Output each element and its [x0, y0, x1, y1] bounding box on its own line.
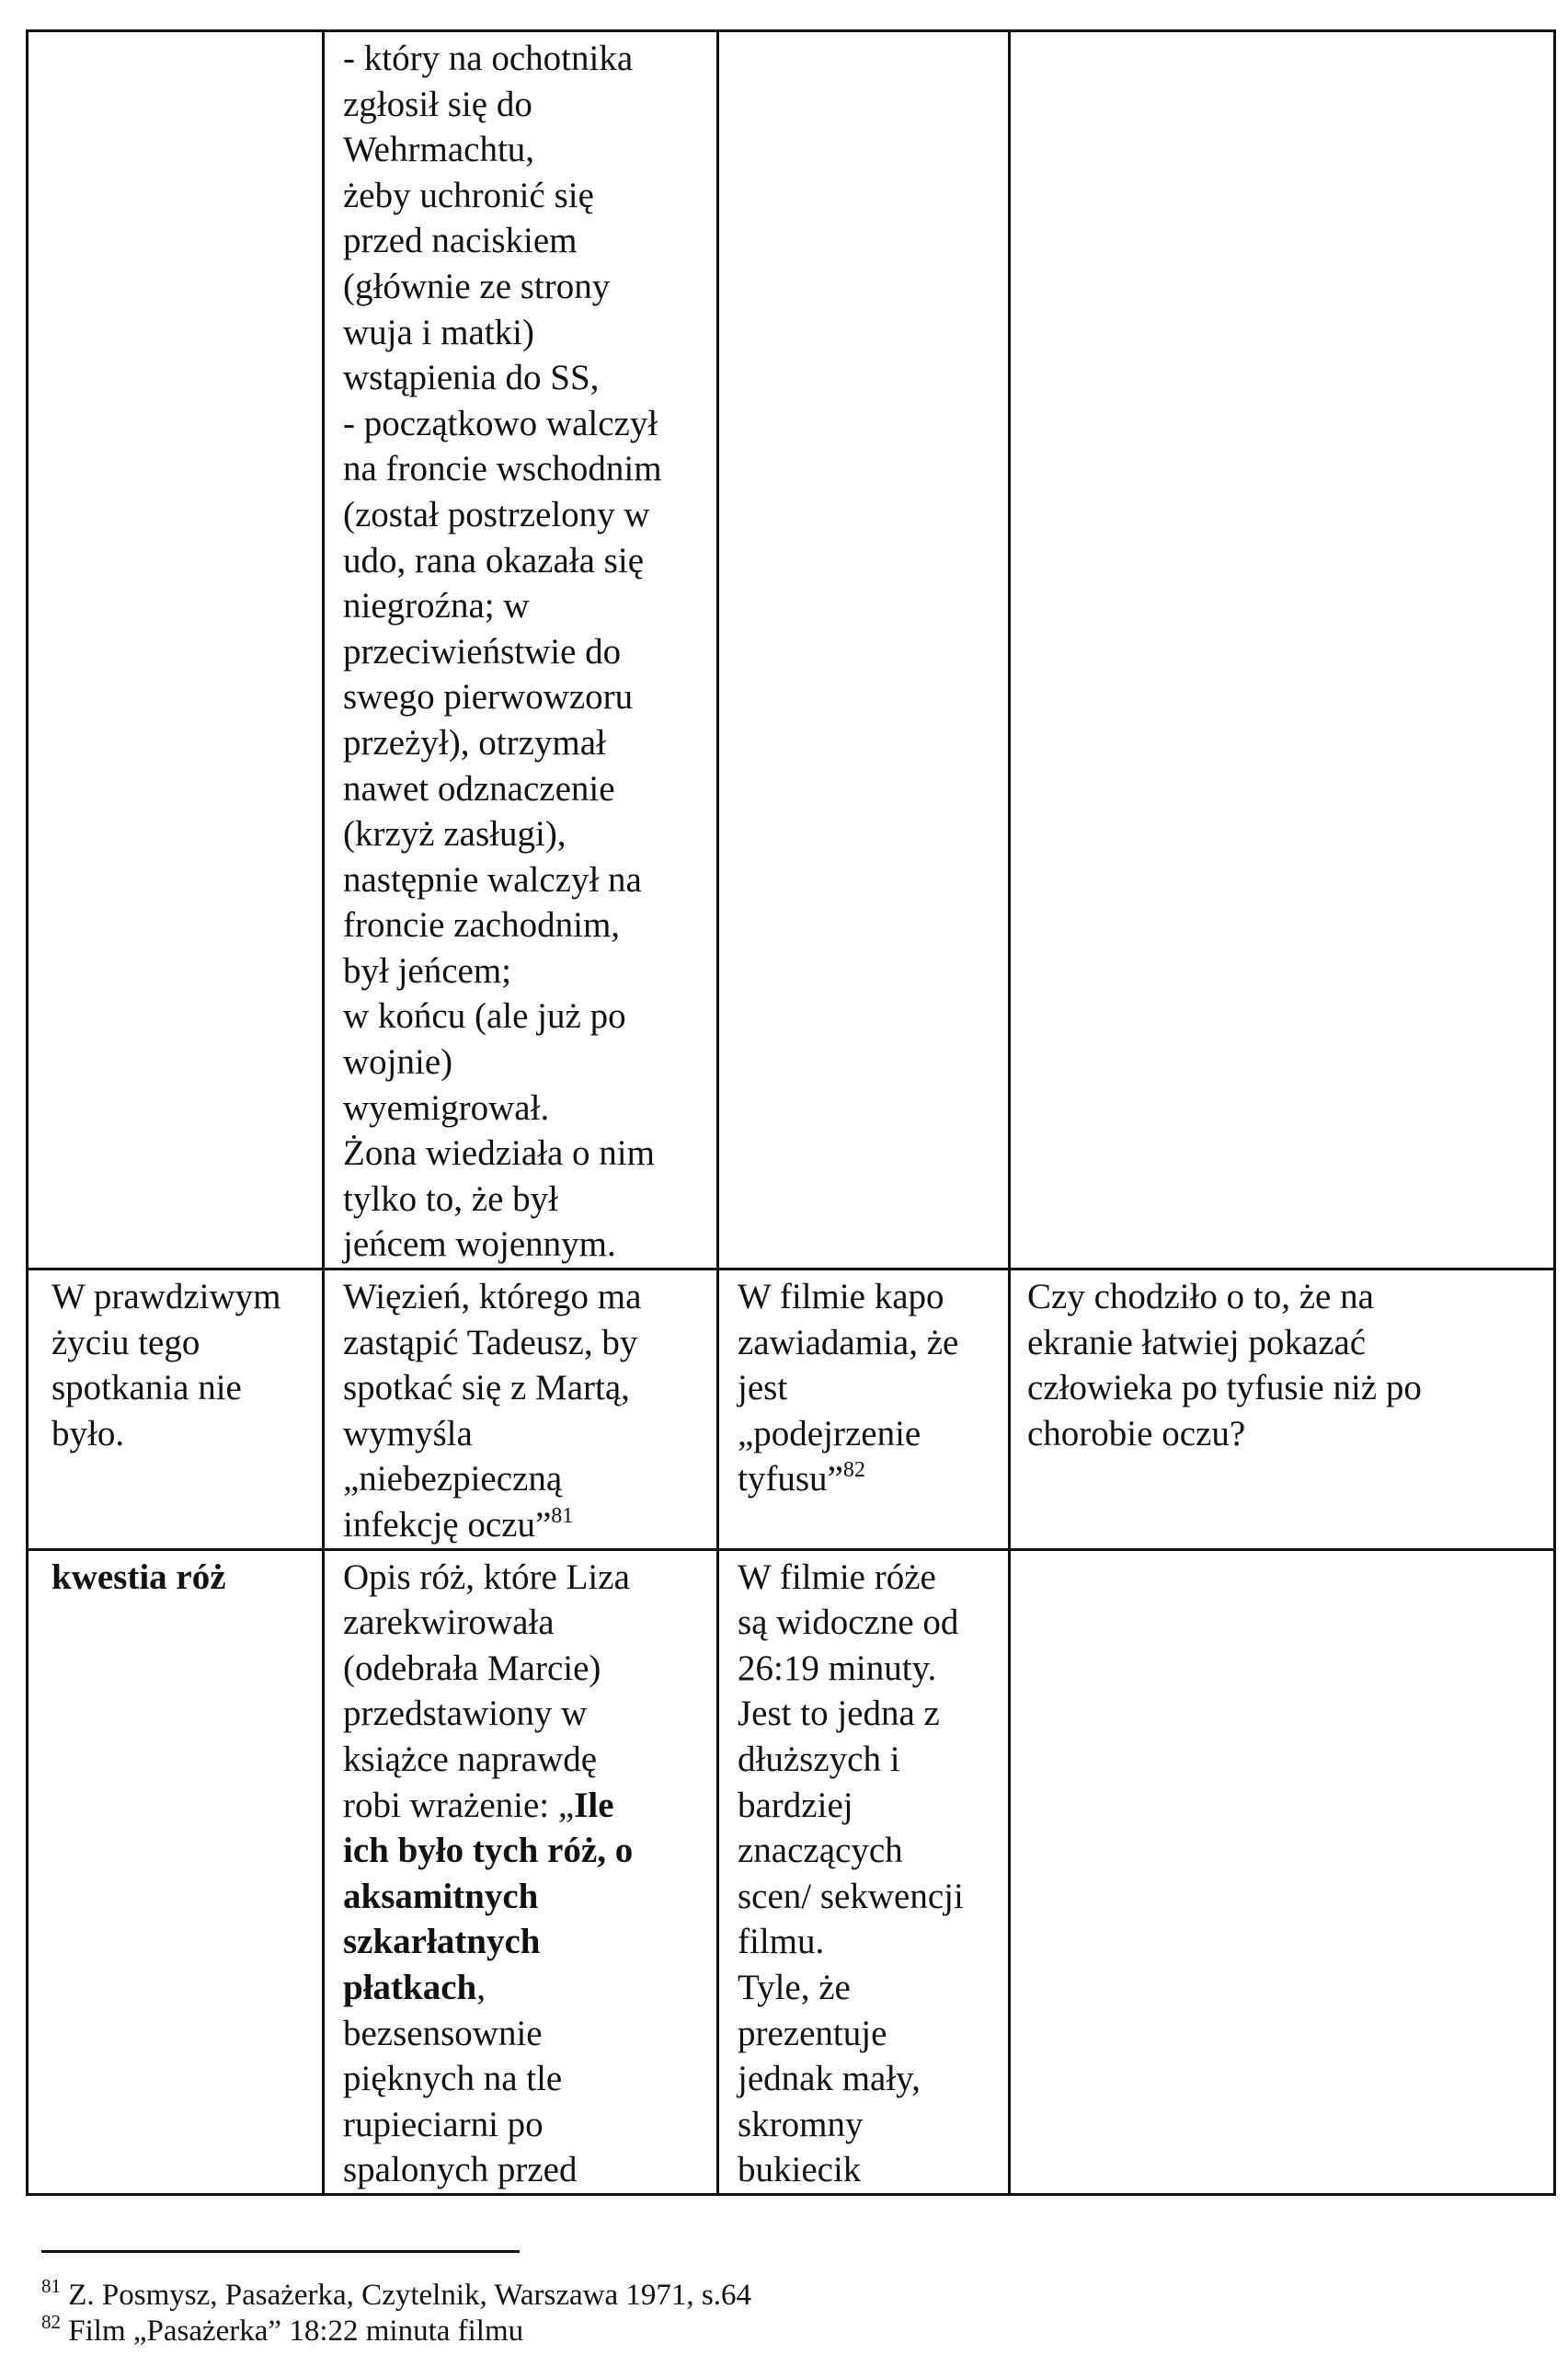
table-cell [1010, 1269, 1555, 1550]
text-line: znaczących [738, 1831, 903, 1871]
table-cell [28, 1549, 324, 2194]
text-line: „podejrzenie [738, 1413, 921, 1453]
text-line: zastąpić Tadeusz, by [343, 1322, 638, 1362]
text-line: skromny [738, 2104, 864, 2144]
text-line: płatkach, [343, 1967, 486, 2007]
text-line: przed naciskiem [343, 221, 578, 261]
text-line: są widoczne od [738, 1603, 959, 1643]
text-line: scen/ sekwencji [738, 1876, 964, 1916]
text-line: infekcję oczu” [343, 1505, 552, 1545]
text-line: froncie zachodnim, [343, 905, 621, 946]
footnote-ref-81[interactable]: 81 [551, 1504, 574, 1528]
table-cell [324, 1549, 718, 2194]
text-line: wstąpienia do SS, [343, 358, 600, 398]
table-cell [1010, 1549, 1555, 2194]
text-line: dłuższych i [738, 1739, 900, 1779]
text-line: filmu. [738, 1922, 825, 1962]
text-line: rupieciarni po [343, 2104, 544, 2144]
text-line: na froncie wschodnim [343, 449, 662, 489]
table-row [28, 1549, 1555, 2194]
text-line: spalonych przed [343, 2150, 578, 2190]
text-line: W filmie kapo [738, 1277, 944, 1317]
table-cell [718, 1269, 1010, 1550]
text-line: ich było tych róż, o [343, 1831, 634, 1871]
table-cell [324, 31, 718, 1269]
comparison-table [26, 29, 1556, 2196]
text-line: W prawdziwym [52, 1277, 281, 1317]
text-line: robi wrażenie: „Ile [343, 1785, 614, 1825]
text-line: bezsensownie [343, 2013, 543, 2053]
table-cell [718, 1549, 1010, 2194]
text-line: jest [738, 1368, 788, 1408]
text-line: - początkowo walczył [343, 403, 658, 443]
text-line: wyemigrował. [343, 1087, 550, 1128]
text-line: (głównie ze strony [343, 266, 611, 306]
text-line: chorobie oczu? [1027, 1413, 1246, 1453]
text-line: zarekwirowała [343, 1603, 555, 1643]
text-line: aksamitnych [343, 1876, 539, 1916]
text-line: pięknych na tle [343, 2059, 563, 2099]
footnote-81: $^{81}$ Z. Posmysz, Pasażerka, Czytelnik, Warszawa 1971, s.64 [41, 2275, 751, 2312]
text-line: swego pierwowzoru [343, 677, 634, 718]
table-cell [718, 31, 1010, 1269]
footnotes [41, 2275, 751, 2349]
text-line: Tyle, że [738, 1967, 851, 2007]
text-line: życiu tego [52, 1322, 200, 1362]
row-heading: kwestia róż [52, 1557, 226, 1597]
table-cell [324, 1269, 718, 1550]
text-line: tyfusu” [738, 1459, 843, 1499]
text-line: niegroźna; w [343, 586, 530, 626]
text-line: zgłosił się do [343, 84, 532, 124]
text-line: jednak mały, [738, 2059, 921, 2099]
text-line: Jest to jedna z [738, 1694, 940, 1734]
text-line: Opis róż, które Liza [343, 1557, 630, 1597]
text-line: przeciwieństwie do [343, 631, 622, 672]
text-line: tylko to, że był [343, 1178, 558, 1219]
table-cell [28, 31, 324, 1269]
text-line: „niebezpieczną [343, 1459, 563, 1499]
text-line: prezentuje [738, 2013, 887, 2053]
text-line: zawiadamia, że [738, 1322, 959, 1362]
text-line: nawet odznaczenie [343, 768, 615, 809]
text-line: było. [52, 1413, 125, 1453]
text-line: bardziej [738, 1785, 853, 1825]
text-line: - który na ochotnika [343, 39, 634, 78]
text-line: spotkania nie [52, 1368, 242, 1408]
text-line: wymyśla [343, 1413, 473, 1453]
text-line: Żona wiedziała o nim [343, 1133, 655, 1174]
text-line: był jeńcem; [343, 950, 512, 991]
text-line: w końcu (ale już po [343, 996, 626, 1037]
text-line: (odebrała Marcie) [343, 1648, 601, 1688]
text-line: żeby uchronić się [343, 175, 594, 215]
text-line: udo, rana okazała się [343, 540, 645, 580]
text-line: Czy chodziło o to, że na [1027, 1277, 1374, 1317]
text-line: wuja i matki) [343, 312, 534, 352]
text-line: wojnie) [343, 1042, 453, 1083]
text-line: W filmie róże [738, 1557, 936, 1597]
table-cell [28, 1269, 324, 1550]
table-row [28, 1269, 1555, 1550]
text-line: książce naprawdę [343, 1739, 598, 1779]
text-line: Więzień, którego ma [343, 1277, 642, 1317]
text-line: 26:19 minuty. [738, 1648, 937, 1688]
text-line: następnie walczył na [343, 859, 642, 900]
text-line: (krzyż zasługi), [343, 814, 567, 855]
text-line: człowieka po tyfusie niż po [1027, 1368, 1422, 1408]
footnote-ref-82[interactable]: 82 [842, 1458, 865, 1483]
text-line: bukiecik [738, 2150, 862, 2190]
text-line: przedstawiony w [343, 1694, 588, 1734]
text-line: jeńcem wojennym. [343, 1224, 616, 1265]
table-cell [1010, 31, 1555, 1269]
text-line: szkarłatnych [343, 1922, 541, 1962]
text-line: przeżył), otrzymał [343, 722, 606, 763]
table-row [28, 31, 1555, 1269]
footnote-separator [41, 2250, 520, 2253]
text-line: spotkać się z Martą, [343, 1368, 630, 1408]
footnote-82: $^{82}$ Film „Pasażerka” 18:22 minuta filmu [41, 2311, 524, 2348]
text-line: Wehrmachtu, [343, 130, 535, 170]
text-line: ekranie łatwiej pokazać [1027, 1322, 1367, 1362]
text-line: (został postrzelony w [343, 494, 650, 534]
